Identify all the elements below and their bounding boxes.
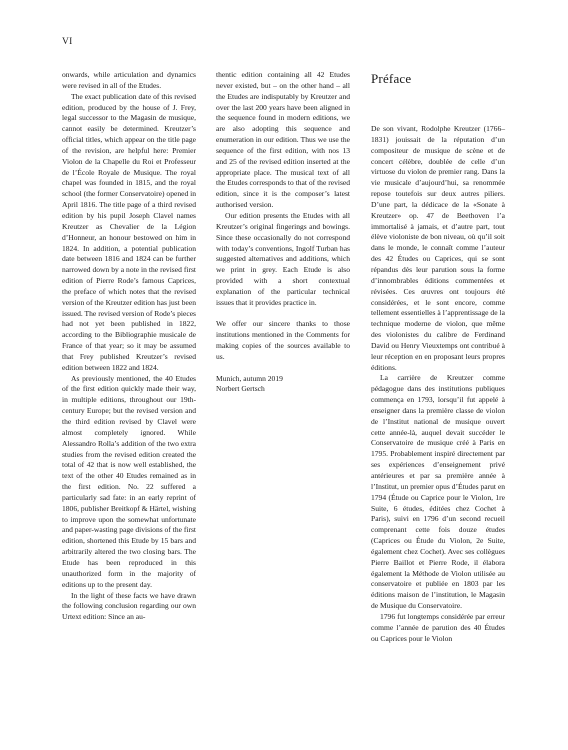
paragraph: onwards, while articulation and dynamics were revised in all of the Etudes. bbox=[62, 70, 196, 90]
paragraph: As previously mentioned, the 40 Etudes of the first edition quickly made their way, in multiple editions, throughout our 19th-century Europe; but the revised version and the third edition revised by Clavel were almost completely ignored. While Alessandro Rolla’s addition of the two extra studies from the revised edition created the total of 42 that is now well established, the text of the other 40 Etudes remained as in the first edition. No. 22 suffered a particularly sad fate: in an early reprint of 1806, publisher Breitkopf & Härtel, wishing to improve upon the somewhat unfortunate and paper-wasting page divisions of the first edition, shortened this Etude by 15 bars and arbitrarily altered the two closing bars. The Etude has been reproduced in this unauthorized form in the majority of editions up to the present day. bbox=[62, 373, 196, 589]
signature-name: Norbert Gertsch bbox=[216, 384, 265, 394]
signature-place-date: Munich, autumn 2019 bbox=[216, 373, 283, 383]
paragraph: 1796 fut longtemps considérée par erreur comme l’année de parution des 40 Études ou Caprices pour le Violon bbox=[371, 611, 505, 643]
paragraph: In the light of these facts we have drawn the following conclusion regarding our own Urtext edition: Since an au- bbox=[62, 590, 196, 622]
paragraph: La carrière de Kreutzer comme pédagogue dans des institutions publiques commença en 1793, lorsqu’il fut appelé à enseigner dans la première classe de violon de l’Institut national de musique ouvert cette année-là, auquel devait succéder le Conservatoire de musique créé à Paris en 1795. Probablement inspiré directement par ses expériences d’enseignement privé antérieures et par sa première année à l’Institut, un premier opus d’Études parut en 1794 (Étude ou Caprice pour le Violon, 1re Suite, 6 études, éditées chez Cochet à Paris), suivi en 1796 d’un second recueil comprenant cette fois douze études (Caprices ou Étude du Violon, 2e Suite, également chez Cochet). Avec ses collègues Pierre Baillot et Pierre Rode, il élabora également la Méthode de Violon utilisée au conservatoire et publiée en 1803 par les éditions maison de l’institution, le Magasin de Musique du Conservatoire. bbox=[371, 373, 505, 611]
english-column-middle bbox=[216, 70, 350, 395]
page-number: VI bbox=[62, 37, 73, 47]
paragraph: We offer our sincere thanks to those institutions mentioned in the Comments for making copies of the sources available to us. bbox=[216, 319, 350, 361]
english-column-left bbox=[62, 70, 196, 623]
paragraph: thentic edition containing all 42 Etudes never existed, but – on the other hand – all the Etudes are indisputably by Kreutzer and over the last 200 years have been aligned in the sequence found in modern editions, we are also adopting this sequence and enumeration in our edition. Thus we use the sequence of the first edition, with nos 13 and 25 of the revised edition inserted at the appropriate place. The musical text of all the Etudes corresponds to that of the revised edition, since it is the composer’s latest authorised version. bbox=[216, 70, 350, 210]
signature-block bbox=[216, 374, 350, 396]
paragraph: De son vivant, Rodolphe Kreutzer (1766–1831) jouissait de la réputation d’un compositeur de musique de scène et de concert célèbre, doublée de celle d’un virtuose du violon de premier rang. Dans la vie musicale d’aujourd’hui, sa renommée repose toutefois sur deux autres piliers. D’une part, la dédicace de la «Sonate à Kreutzer» op. 47 de Beethoven l’a immortalisé à jamais, et d’autre part, tout élève violoniste de bon niveau, où qu’il soit dans le monde, le connaît comme l’auteur des 42 Études ou Caprices, qui se sont répandus dès leur parution sous la forme d’innombrables éditions commentées et révisées. Ces œuvres ont toujours été considérées, et le sont encore, comme tellement essentielles à l’apprentissage de la technique moderne de violon, que même des violonistes du calibre de Ferdinand David ou Henry Vieuxtemps ont contribué à leur réception en en proposant leurs propres éditions. bbox=[371, 124, 505, 372]
paragraph: Our edition presents the Etudes with all Kreutzer’s original fingerings and bowings. Since these occasionally do not correspond with today’s conventions, Ingolf Turban has suggested alternatives and additions, which we print in grey. Each Etude is also provided with a short contextual explanation of the particular technical issues that it provides practice in. bbox=[216, 210, 350, 307]
section-heading: Préface bbox=[371, 71, 412, 86]
paragraph: The exact publication date of this revised edition, produced by the house of J. Frey, legal successor to the Magasin de musique, cannot easily be determined. Kreutzer’s official titles, which appear on the title page of the revision, are helpful here: Premier Violon de la Chapelle du Roi et Professeur de l’École Royale de Musique. The royal chapel was founded in 1815, and the royal school (the former Conservatoire) opened in April 1816. The title page of a third revised edition by his pupil Joseph Clavel names Kreutzer as Chevalier de la Légion d’Honneur, an honour bestowed on him in 1824. In addition, a potential publication date between 1816 and 1824 can be further narrowed down by a note in the revised first edition of Pierre Rode’s famous Caprices, the preface of which notes that the revised version of the Kreutzer edition has just been issued. The revised version of Rode’s pieces had not yet been published in 1822, according to the Bibliographie musicale de France of that year; so it may be assumed that Frey published Kreutzer’s revised edition between 1822 and 1824. bbox=[62, 91, 196, 372]
french-column bbox=[371, 124, 505, 645]
